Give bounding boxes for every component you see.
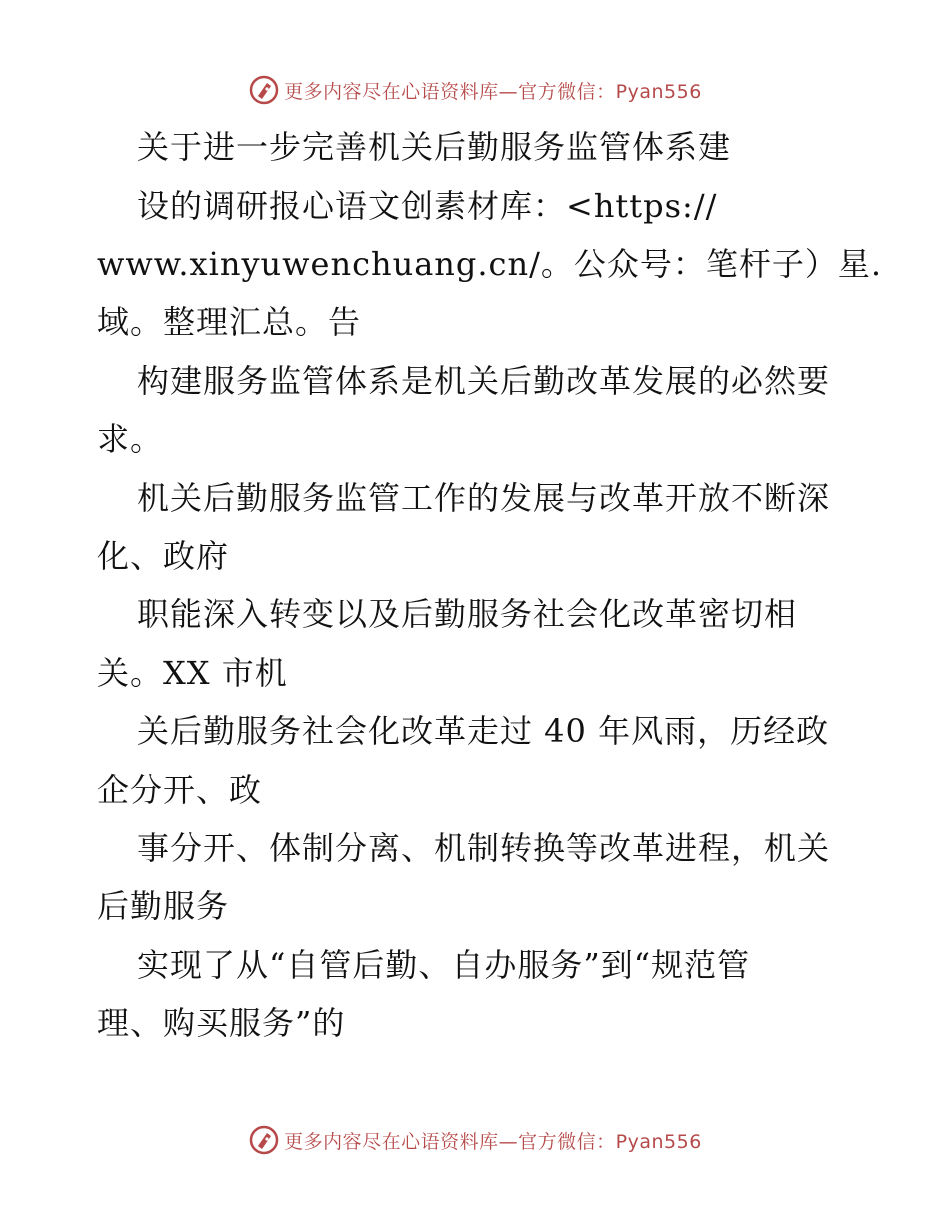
paragraph-line: 化、政府 xyxy=(97,537,230,575)
paragraph-line: 机关后勤服务监管工作的发展与改革开放不断深 xyxy=(137,479,831,517)
paragraph-line: 设的调研报心语文创素材库：<https:// xyxy=(137,187,718,225)
paragraph-line: 事分开、体制分离、机制转换等改革进程，机关 xyxy=(137,829,831,867)
paragraph-line: 求。 xyxy=(97,420,164,458)
footer-watermark xyxy=(0,1120,950,1160)
paragraph-line: 理、购买服务”的 xyxy=(97,1004,346,1042)
pen-nib-seal-icon xyxy=(248,1124,280,1156)
paragraph-line: 实现了从“自管后勤、自办服务”到“规范管 xyxy=(137,946,751,984)
paragraph-line: 关后勤服务社会化改革走过 40 年风雨，历经政 xyxy=(137,712,830,750)
paragraph-line: 职能深入转变以及后勤服务社会化改革密切相 xyxy=(137,595,798,633)
paragraph-line: 关于进一步完善机关后勤服务监管体系建 xyxy=(137,128,732,166)
paragraph-line: 企分开、政 xyxy=(97,771,263,809)
paragraph-line: www.xinyuwenchuang.cn/。公众号：笔杆子）星. xyxy=(97,245,883,283)
paragraph-line: 后勤服务 xyxy=(97,887,230,925)
paragraph-line: 域。整理汇总。告 xyxy=(97,303,362,341)
watermark-text: 更多内容尽在心语资料库—官方微信：Pyan556 xyxy=(284,1130,702,1153)
paragraph-line: 关。XX 市机 xyxy=(97,654,288,692)
watermark-text: 更多内容尽在心语资料库—官方微信：Pyan556 xyxy=(284,80,702,103)
paragraph-line: 构建服务监管体系是机关后勤改革发展的必然要 xyxy=(137,362,831,400)
